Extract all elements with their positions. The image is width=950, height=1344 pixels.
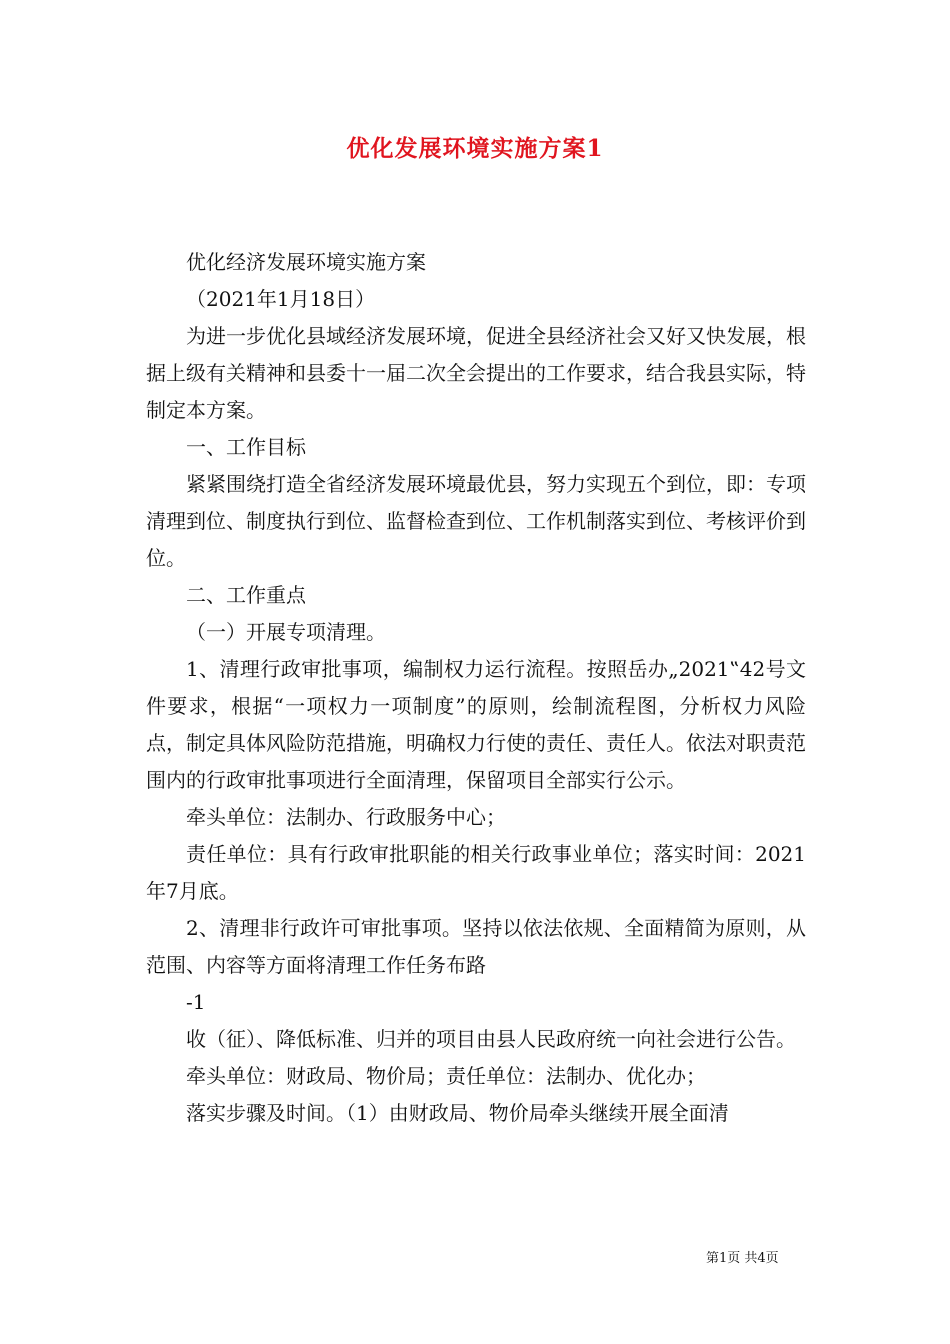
heading-work-goal: 一、工作目标: [186, 435, 306, 459]
paragraph-intro: 为进一步优化县域经济发展环境，促进全县经济社会又好又快发展，根据上级有关精神和县委十一届二次全会提出的工作要求，结合我县实际，特制定本方案。: [146, 324, 806, 422]
paragraph-steps: 落实步骤及时间。（1）由财政局、物价局牵头继续开展全面清: [186, 1101, 729, 1125]
document-body: [146, 244, 806, 1132]
document-title: 优化发展环境实施方案1: [346, 135, 604, 162]
paragraph-date: （2021年1月18日）: [186, 287, 376, 311]
paragraph-subtitle: 优化经济发展环境实施方案: [186, 250, 426, 274]
paragraph-responsible-unit-1: 责任单位：具有行政审批职能的相关行政事业单位；落实时间：2021年7月底。: [146, 842, 806, 903]
page-number-footer: 第1页 共4页: [706, 1251, 779, 1266]
paragraph-item-1: 1、清理行政审批事项，编制权力运行流程。按照岳办„2021‟42号文件要求，根据“一项权力一项制度”的原则，绘制流程图，分析权力风险点，制定具体风险防范措施，明确权力行使的责任、责任人。依法对职责范围内的行政审批事项进行全面清理，保留项目全部实行公示。: [146, 657, 806, 792]
paragraph-announcement: 收（征）、降低标准、归并的项目由县人民政府统一向社会进行公告。: [186, 1027, 796, 1051]
paragraph-lead-unit-1: 牵头单位：法制办、行政服务中心；: [186, 805, 506, 829]
paragraph-lead-unit-2: 牵头单位：财政局、物价局；责任单位：法制办、优化办；: [186, 1064, 706, 1088]
paragraph-goal: 紧紧围绕打造全省经济发展环境最优县，努力实现五个到位，即：专项清理到位、制度执行到位、监督检查到位、工作机制落实到位、考核评价到位。: [146, 472, 806, 570]
heading-special-cleanup: （一）开展专项清理。: [186, 620, 386, 644]
heading-work-focus: 二、工作重点: [186, 583, 306, 607]
paragraph-item-2: 2、清理非行政许可审批事项。坚持以依法依规、全面精简为原则，从范围、内容等方面将清理工作任务布路: [146, 916, 806, 977]
paragraph-page-marker: -1: [186, 990, 206, 1014]
